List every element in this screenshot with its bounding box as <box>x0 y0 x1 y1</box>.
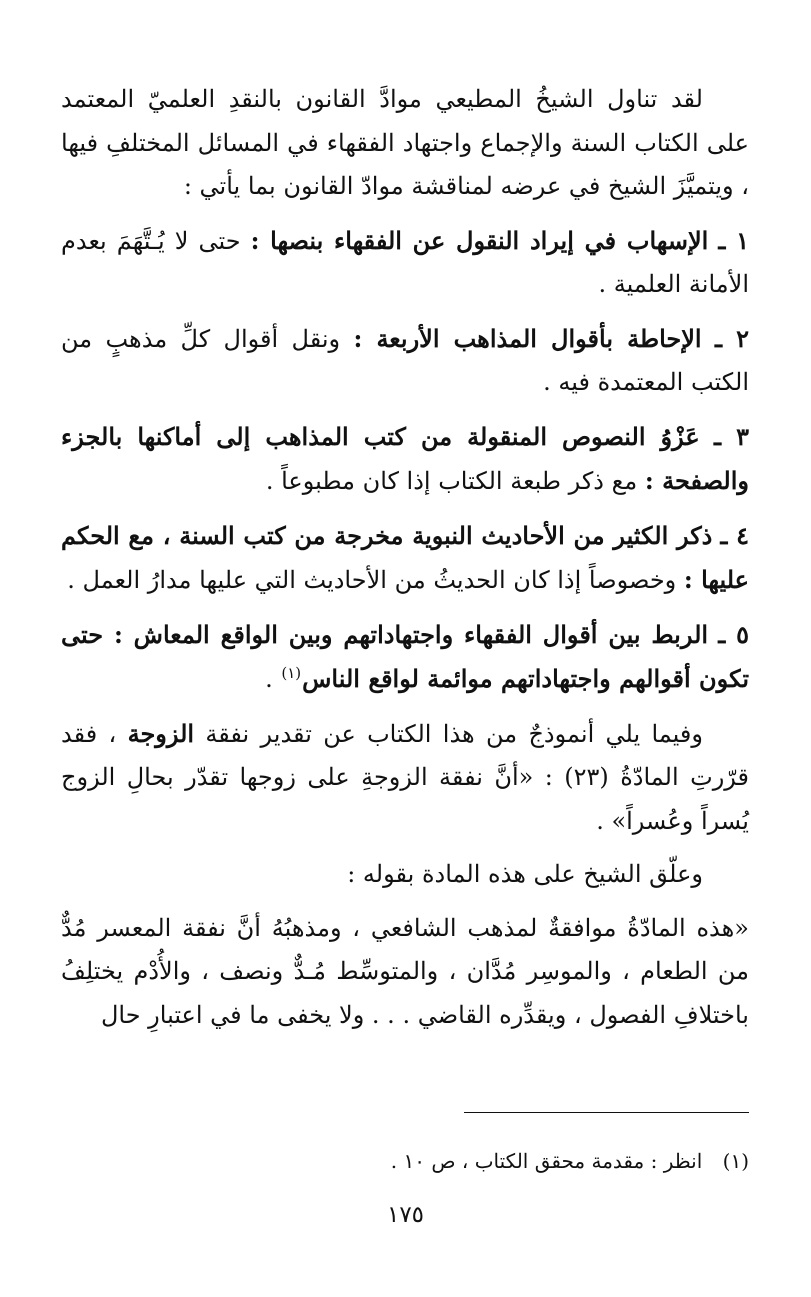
item-number: ٥ ـ <box>718 619 749 649</box>
list-item <box>61 613 749 702</box>
model-text-pre: وفيما يلي أنموذجٌ من هذا الكتاب عن تقدير نفقة <box>205 719 703 748</box>
list-item <box>61 514 749 603</box>
intro-paragraph: لقد تناول الشيخُ المطيعي موادَّ القانون بالنقدِ العلميّ المعتمد على الكتاب السنة والإجماع واجتهاد الفقهاء في المسائل المختلفِ فيها ، ويتميَّزَ الشيخ في عرضه لمناقشة موادّ القانون بما يأتي : <box>61 85 749 200</box>
item-text: حتى لا يُـتَّهَمَ بعدم الأمانة العلمية . <box>61 226 749 298</box>
body-text <box>61 78 749 1047</box>
item-heading: ذكر الكثير من الأحاديث النبوية مخرجة من كتب السنة ، مع الحكم عليها : <box>61 520 749 594</box>
footnote-text: انظر : مقدمة محقق الكتاب ، ص ١٠ . <box>390 1149 703 1173</box>
footnote <box>61 1146 749 1176</box>
item-heading: الإحاطة بأقوال المذاهب الأربعة : <box>353 323 702 353</box>
model-text-bold: الزوجة <box>127 718 195 748</box>
item-heading: الربط بين أقوال الفقهاء واجتهاداتهم وبين الواقع المعاش : حتى تكون أقوالهم واجتهاداتهم موائمة لواقع الناس <box>61 619 749 693</box>
item-end: . <box>265 665 273 693</box>
footnote-number: (١) <box>722 1149 749 1173</box>
model-paragraph <box>61 712 749 844</box>
list-item <box>61 415 749 504</box>
item-number: ٢ ـ <box>714 323 749 353</box>
item-number: ٤ ـ <box>720 520 749 550</box>
item-number: ٣ ـ <box>714 421 750 451</box>
footnote-divider <box>464 1112 749 1113</box>
quote-paragraph: «هذه المادّةُ موافقةٌ لمذهب الشافعي ، ومذهبُهُ أنَّ نفقة المعسر مُدٌّ من الطعام ، والموسِر مُدَّان ، والمتوسِّط مُـدٌّ ونصف ، والأُدْم يختلِفُ باختلافِ الفصول ، ويقدِّره القاضي . . . ولا يخفى ما في اعتبارِ حال <box>61 913 749 1029</box>
model-text-post: ، فقد قرّرتِ المادّةُ (٢٣) : «أنَّ نفقة الزوجةِ على زوجها تقدّر بحالِ الزوج يُسراً وعُسراً» . <box>61 719 749 835</box>
item-text: وخصوصاً إذا كان الحديثُ من الأحاديث التي عليها مدارُ العمل . <box>67 566 677 594</box>
item-text: مع ذكر طبعة الكتاب إذا كان مطبوعاً . <box>265 467 638 495</box>
list-item <box>61 219 749 307</box>
item-number: ١ ـ <box>718 225 750 255</box>
item-heading: الإسهاب في إيراد النقول عن الفقهاء بنصها : <box>250 225 709 255</box>
item-text: ونقل أقوال كلِّ مذهبٍ من الكتب المعتمدة فيه . <box>61 324 749 396</box>
list-item <box>61 317 749 405</box>
page-number: ١٧٥ <box>386 1202 425 1228</box>
comment-paragraph: وعلّق الشيخ على هذه المادة بقوله : <box>347 860 703 888</box>
footnote-reference[interactable]: (١) <box>281 664 302 682</box>
item-heading: عَزْوُ النصوص المنقولة من كتب المذاهب إلى أماكنها بالجزء والصفحة : <box>61 421 749 495</box>
